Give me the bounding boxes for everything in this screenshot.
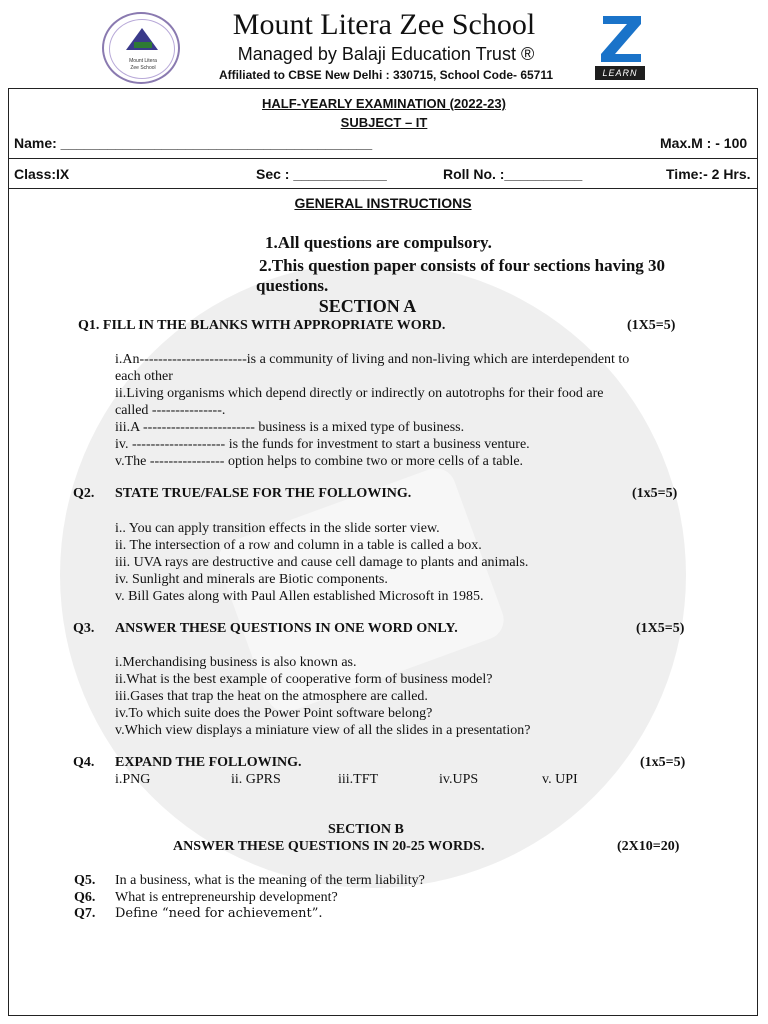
q4-item-4: iv.UPS: [439, 772, 479, 787]
list-item: i.Merchandising business is also known as.: [115, 655, 357, 670]
zee-learn-logo: [595, 14, 645, 82]
name-field: Name: ________________________________________: [14, 135, 373, 151]
q2-heading: STATE TRUE/FALSE FOR THE FOLLOWING.: [115, 486, 412, 501]
list-item: ii.Living organisms which depend directly or indirectly on autotrophs for their food are: [115, 386, 604, 401]
header-divider: [8, 188, 758, 189]
list-item: iii.A ------------------------ business is a mixed type of business.: [115, 420, 465, 435]
q3-marks: (1X5=5): [636, 621, 685, 636]
q3-heading: ANSWER THESE QUESTIONS IN ONE WORD ONLY.: [115, 621, 458, 636]
q7-text: Define “need for achievement”.: [115, 906, 323, 921]
time-label: Time:- 2 Hrs.: [666, 166, 751, 182]
list-item: v.The ---------------- option helps to combine two or more cells of a table.: [115, 454, 524, 469]
q4-heading: EXPAND THE FOLLOWING.: [115, 755, 302, 770]
q4-item-5: v. UPI: [542, 772, 578, 787]
list-item: v.Which view displays a miniature view of all the slides in a presentation?: [115, 723, 531, 738]
q6-number: Q6.: [74, 890, 96, 905]
q4-number: Q4.: [73, 755, 95, 770]
q2-items: [115, 520, 528, 605]
list-item: ii. The intersection of a row and column in a table is called a box.: [115, 538, 482, 553]
list-item: iii. UVA rays are destructive and cause cell damage to plants and animals.: [115, 555, 529, 570]
list-item: called ---------------.: [115, 403, 226, 418]
section-a-title: SECTION A: [318, 296, 417, 316]
instruction-1: 1.All questions are compulsory.: [265, 233, 492, 252]
info-divider: [8, 158, 758, 159]
q5-text: In a business, what is the meaning of the term liability?: [115, 873, 425, 888]
q6-text: What is entrepreneurship development?: [115, 890, 338, 905]
section-b-title: SECTION B: [328, 822, 404, 837]
instruction-2-cont: questions.: [256, 276, 329, 295]
list-item: ii.What is the best example of cooperative form of business model?: [115, 672, 493, 687]
zee-learn-text: LEARN: [595, 66, 645, 80]
q2-number: Q2.: [73, 486, 95, 501]
zee-z-icon: [597, 14, 643, 64]
logo-text-top: Mount Litera: [129, 58, 157, 64]
exam-subject: SUBJECT – IT: [340, 115, 428, 130]
list-item: v. Bill Gates along with Paul Allen established Microsoft in 1985.: [115, 589, 484, 604]
roll-number-field: Roll No. :__________: [443, 166, 583, 182]
section-b-subtitle: ANSWER THESE QUESTIONS IN 20-25 WORDS.: [173, 839, 485, 854]
section-b-marks: (2X10=20): [617, 839, 680, 854]
q5-number: Q5.: [74, 873, 96, 888]
list-item: iv. Sunlight and minerals are Biotic components.: [115, 572, 388, 587]
list-item: i.An-----------------------is a community of living and non-living which are interdependent to: [115, 352, 630, 367]
class-label: Class:IX: [14, 166, 70, 182]
logo-text-bottom: Zee School: [130, 65, 156, 71]
q4-marks: (1x5=5): [640, 755, 686, 770]
q4-item-1: i.PNG: [115, 772, 151, 787]
list-item: iii.Gases that trap the heat on the atmosphere are called.: [115, 689, 428, 704]
instructions-heading: GENERAL INSTRUCTIONS: [294, 195, 472, 211]
list-item: iv. -------------------- is the funds for investment to start a business venture.: [115, 437, 530, 452]
q1-items: [115, 351, 629, 470]
q4-item-2: ii. GPRS: [231, 772, 281, 787]
list-item: each other: [115, 369, 173, 384]
q3-number: Q3.: [73, 621, 95, 636]
q4-item-3: iii.TFT: [338, 772, 379, 787]
affiliation: Affiliated to CBSE New Delhi : 330715, School Code- 65711: [218, 68, 554, 82]
school-name: Mount Litera Zee School: [232, 8, 536, 41]
max-marks: Max.M : - 100: [660, 135, 748, 151]
list-item: iv.To which suite does the Power Point software belong?: [115, 706, 433, 721]
list-item: i.. You can apply transition effects in the slide sorter view.: [115, 521, 440, 536]
section-field: Sec : ____________: [256, 166, 387, 182]
instruction-2: 2.This question paper consists of four sections having 30: [259, 256, 666, 275]
q1-heading: Q1. FILL IN THE BLANKS WITH APPROPRIATE WORD.: [78, 318, 446, 333]
exam-title: HALF-YEARLY EXAMINATION (2022-23): [262, 96, 506, 111]
managed-by: Managed by Balaji Education Trust ®: [237, 44, 535, 64]
q3-items: [115, 654, 530, 739]
q2-marks: (1x5=5): [632, 486, 678, 501]
q1-marks: (1X5=5): [627, 318, 676, 333]
q7-number: Q7.: [74, 906, 96, 921]
